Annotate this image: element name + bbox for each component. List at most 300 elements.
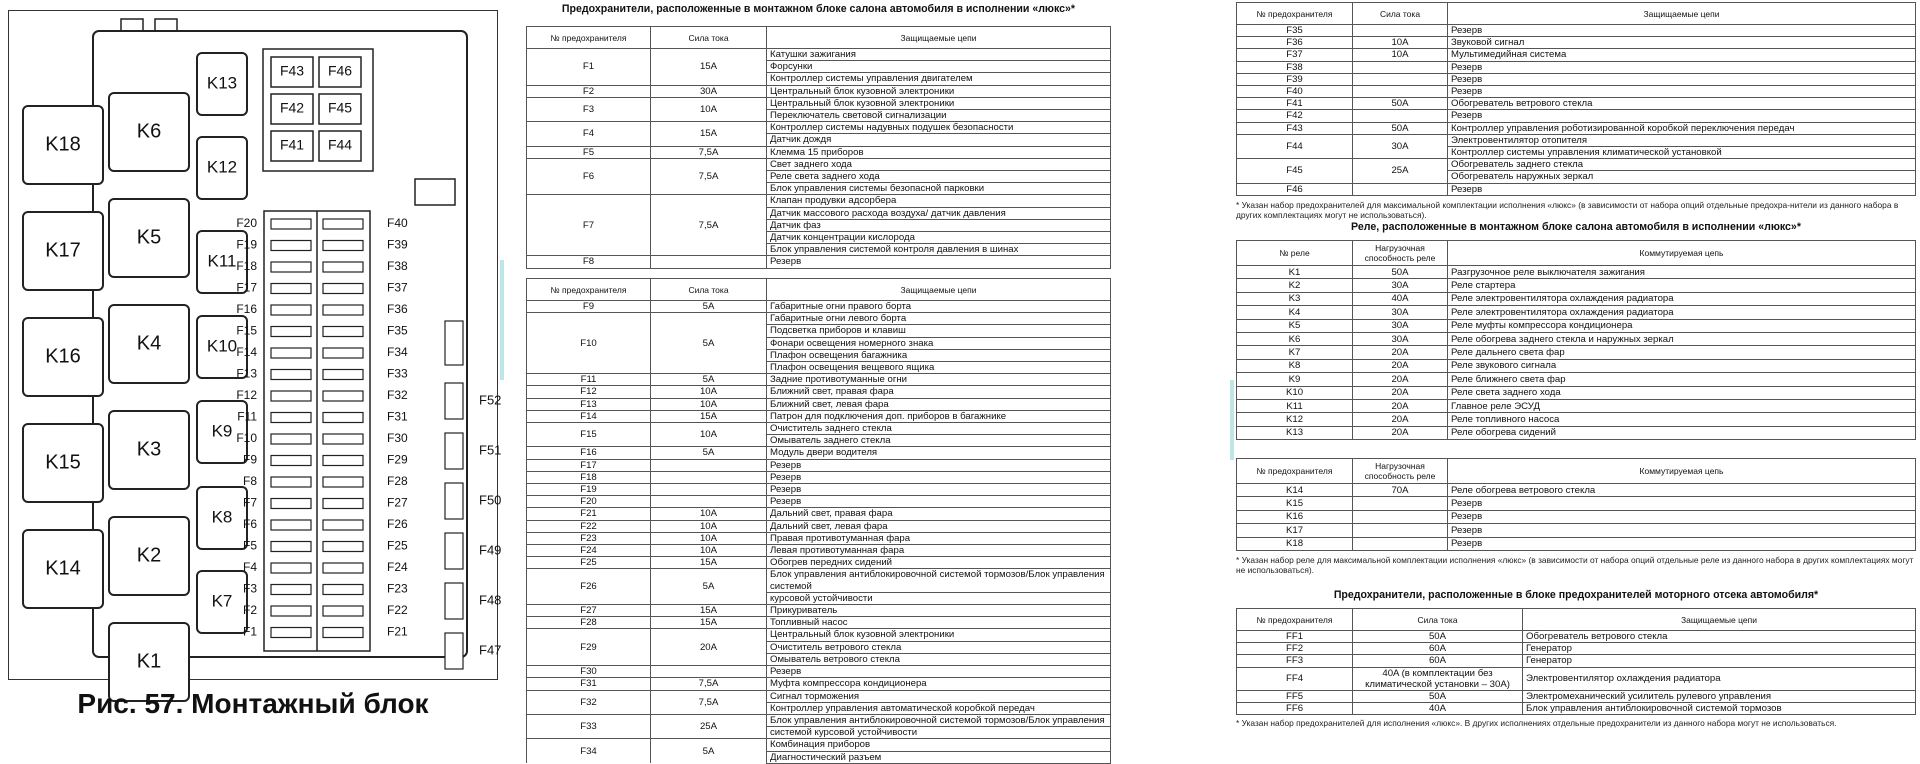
col-header: Сила тока: [651, 279, 767, 301]
cell-current: 10A: [651, 532, 767, 544]
table-row: [527, 557, 1111, 569]
cell-circuit: Реле звукового сигнала: [1448, 359, 1916, 372]
cell-number: F10: [527, 313, 651, 374]
cell-circuit: Сигнал торможения: [767, 690, 1111, 702]
cell-number: K7: [1237, 346, 1353, 359]
fuse-f1: [271, 628, 311, 638]
cell-number: F9: [527, 301, 651, 313]
footnote: * Указан набор реле для максимальной комплектации исполнения «люкс» (в зависимости от набора опций отдельные реле из данного набора в других комплектациях могут не использоваться).: [1236, 554, 1914, 576]
col-header: Коммутируемая цепь: [1448, 241, 1916, 266]
table-row: [527, 459, 1111, 471]
cell-current: 20A: [1353, 399, 1448, 412]
col-header: № предохранителя: [527, 279, 651, 301]
cell-circuit: Резерв: [767, 484, 1111, 496]
cell-circuit: Фонари освещения номерного знака: [767, 337, 1111, 349]
fuse-label: F49: [479, 542, 502, 558]
page-edge-mark: [1230, 380, 1234, 460]
cell-circuit: Комбинация приборов: [767, 739, 1111, 751]
cell-current: 7,5A: [651, 146, 767, 158]
fuse-f34: [323, 348, 363, 358]
cell-number: K1: [1237, 266, 1353, 279]
cell-circuit: Подсветка приборов и клавиш: [767, 325, 1111, 337]
col-header: Нагрузочная способность реле: [1353, 241, 1448, 266]
relay-label: K15: [45, 451, 81, 474]
cell-circuit: Разгрузочное реле выключателя зажигания: [1448, 266, 1916, 279]
fuse-f21: [323, 628, 363, 638]
table-row: [527, 471, 1111, 483]
cell-number: F41: [1237, 98, 1353, 110]
fuse-f22: [323, 606, 363, 616]
cell-number: F24: [527, 545, 651, 557]
cell-number: K5: [1237, 319, 1353, 332]
fuse-label: F11: [237, 409, 257, 424]
cell-number: F35: [1237, 25, 1353, 37]
cell-circuit: Дальний свет, правая фара: [767, 508, 1111, 520]
cell-circuit: Резерв: [1448, 73, 1916, 85]
cell-current: [651, 471, 767, 483]
cell-current: 40A: [1353, 703, 1523, 715]
fuse-f50: [445, 483, 463, 519]
cell-number: F34: [527, 739, 651, 763]
cell-current: 15A: [651, 617, 767, 629]
cell-circuit: Датчик массового расхода воздуха/ датчик давления: [767, 207, 1111, 219]
relay-label: K7: [211, 591, 233, 611]
cell-number: F18: [527, 471, 651, 483]
fuse-label: F19: [236, 237, 257, 252]
fuse-label: F44: [327, 136, 353, 153]
cell-circuit: Реле света заднего хода: [1448, 386, 1916, 399]
cell-circuit: Звуковой сигнал: [1448, 37, 1916, 49]
relay-salon-section-2: [1236, 458, 1916, 576]
table-row: [527, 605, 1111, 617]
cell-current: 7,5A: [651, 158, 767, 195]
cell-circuit: Резерв: [767, 459, 1111, 471]
cell-number: F16: [527, 447, 651, 459]
cell-current: [1353, 537, 1448, 550]
cell-current: 30A: [1353, 319, 1448, 332]
fuse-label: F30: [387, 431, 408, 446]
cell-current: 50A: [1353, 266, 1448, 279]
table-row: [1237, 319, 1916, 332]
cell-current: 15A: [651, 557, 767, 569]
fuse-label: F23: [387, 581, 408, 596]
cell-current: [651, 484, 767, 496]
cell-current: [1353, 61, 1448, 73]
table-row: [1237, 413, 1916, 426]
cell-number: F8: [527, 256, 651, 268]
cell-circuit: Дальний свет, левая фара: [767, 520, 1111, 532]
table-row: [1237, 373, 1916, 386]
table-row: [527, 666, 1111, 678]
cell-circuit: Форсунки: [767, 61, 1111, 73]
cell-current: 10A: [651, 545, 767, 557]
cell-circuit: Реле топливного насоса: [1448, 413, 1916, 426]
fuse-f14: [271, 348, 311, 358]
table-row: [1237, 159, 1916, 171]
cell-number: F37: [1237, 49, 1353, 61]
table-row: [1237, 86, 1916, 98]
mounting-ear: [121, 19, 143, 31]
table-row: [1237, 399, 1916, 412]
relay-label: K2: [136, 544, 162, 567]
fuse-f3: [271, 585, 311, 595]
cell-number: F22: [527, 520, 651, 532]
cell-number: F27: [527, 605, 651, 617]
fuse-f7: [271, 499, 311, 509]
table-row: [1237, 346, 1916, 359]
table-row: [1237, 643, 1916, 655]
table-row: [1237, 279, 1916, 292]
cell-number: F6: [527, 158, 651, 195]
cell-circuit: Реле света заднего хода: [767, 171, 1111, 183]
table-row: [1237, 667, 1916, 690]
fuse-f6: [271, 520, 311, 530]
cell-number: F20: [527, 496, 651, 508]
table-row: [1237, 497, 1916, 510]
col-header: Нагрузочная способность реле: [1353, 459, 1448, 484]
cell-circuit: Обогреватель заднего стекла: [1448, 159, 1916, 171]
cell-number: F38: [1237, 61, 1353, 73]
cell-number: F44: [1237, 134, 1353, 158]
relay-label: K13: [206, 73, 238, 93]
cell-number: FF2: [1237, 643, 1353, 655]
fuse-f49: [445, 533, 463, 569]
relay-label: K14: [45, 557, 81, 580]
table-row: [527, 520, 1111, 532]
cell-number: K12: [1237, 413, 1353, 426]
cell-number: K11: [1237, 399, 1353, 412]
cell-number: FF6: [1237, 703, 1353, 715]
fuse-label: F6: [242, 517, 257, 532]
table-row: [1237, 37, 1916, 49]
cell-current: [1353, 524, 1448, 537]
cell-circuit: Обогреватель ветрового стекла: [1523, 631, 1916, 643]
fuse-label: F39: [387, 237, 408, 252]
cell-circuit: Генератор: [1523, 643, 1916, 655]
cell-current: 20A: [1353, 413, 1448, 426]
cell-circuit: Мультимедийная система: [1448, 49, 1916, 61]
table-title: Предохранители, расположенные в блоке предохранителей моторного отсека автомобиля*: [1333, 589, 1819, 601]
table-row: [527, 545, 1111, 557]
cell-circuit: Реле ближнего света фар: [1448, 373, 1916, 386]
table-row: [1237, 183, 1916, 195]
cell-circuit: Контроллер системы управления климатической установкой: [1448, 147, 1916, 159]
cell-current: [651, 256, 767, 268]
cell-circuit: Правая противотуманная фара: [767, 532, 1111, 544]
table-row: [1237, 61, 1916, 73]
relay-label: K5: [136, 226, 162, 249]
table-row: [1237, 359, 1916, 372]
cell-current: 40A (в комплектации без климатической установки – 30A): [1353, 667, 1523, 690]
table-row: [1237, 306, 1916, 319]
cell-circuit: Резерв: [1448, 510, 1916, 523]
relay-label: K10: [206, 336, 238, 356]
fuse-label: F38: [387, 259, 408, 274]
fuse-salon-table-section-1: [526, 2, 1111, 269]
col-header: № реле: [1237, 241, 1353, 266]
cell-number: K16: [1237, 510, 1353, 523]
cell-number: F13: [527, 398, 651, 410]
table-row: [527, 49, 1111, 61]
engine-fuse-table: [1236, 608, 1916, 715]
fuse-f12: [271, 391, 311, 401]
fuse-f24: [323, 563, 363, 573]
cell-circuit: Резерв: [767, 666, 1111, 678]
cell-current: 10A: [1353, 49, 1448, 61]
cell-number: F28: [527, 617, 651, 629]
cell-current: 5A: [651, 569, 767, 605]
table-row: [1237, 426, 1916, 439]
cell-circuit: Клемма 15 приборов: [767, 146, 1111, 158]
cell-circuit: Резерв: [1448, 497, 1916, 510]
cell-current: 7,5A: [651, 678, 767, 690]
cell-circuit: Резерв: [1448, 25, 1916, 37]
fuse-label: F43: [279, 62, 305, 79]
cell-number: F43: [1237, 122, 1353, 134]
cell-circuit: Блок управления системы безопасной парковки: [767, 183, 1111, 195]
fuse-label: F32: [387, 388, 408, 403]
fuse-label: F31: [387, 409, 408, 424]
cell-circuit: Блок управления антиблокировочной системой тормозов: [1523, 703, 1916, 715]
fuse-label: F28: [387, 474, 408, 489]
cell-current: 5A: [651, 374, 767, 386]
cell-circuit: Свет заднего хода: [767, 158, 1111, 170]
table-row: [527, 508, 1111, 520]
cell-current: 10A: [651, 508, 767, 520]
fuse-f19: [271, 241, 311, 251]
fuse-label: F37: [387, 280, 408, 295]
fuse-table-f1-f8: [526, 26, 1111, 269]
cell-current: 40A: [1353, 292, 1448, 305]
cell-circuit: Блок управления системой контроля давления в шинах: [767, 244, 1111, 256]
table-row: [527, 714, 1111, 726]
relay-label: K18: [45, 133, 81, 156]
fuse-label: F4: [242, 560, 257, 575]
footnote: * Указан набор предохранителей для максимальной комплектации исполнения «люкс» (в зависимости от набора опций отдельные предохра-нители из данного набора в других комплектациях могут не использоваться).: [1236, 199, 1899, 221]
cell-circuit: Блок управления антиблокировочной системой тормозов/Блок управления: [767, 714, 1111, 726]
table-row: [1237, 49, 1916, 61]
table-row: [527, 690, 1111, 702]
table-row: [527, 313, 1111, 325]
table-row: [527, 97, 1111, 109]
cell-current: 15A: [651, 410, 767, 422]
cell-current: [651, 459, 767, 471]
table-title: Реле, расположенные в монтажном блоке салона автомобиля в исполнении «люкс»*: [1351, 221, 1801, 233]
fuse-table-f9-f34: [526, 278, 1111, 764]
cell-current: 10A: [651, 398, 767, 410]
col-header: № предохранителя: [1237, 3, 1353, 25]
fuse-f25: [323, 542, 363, 552]
table-row: [1237, 386, 1916, 399]
table-row: [527, 146, 1111, 158]
fuse-label: F9: [242, 452, 257, 467]
fuse-label: F3: [242, 581, 257, 596]
cell-current: 25A: [1353, 159, 1448, 183]
cell-current: 5A: [651, 313, 767, 374]
cell-circuit: Резерв: [1448, 86, 1916, 98]
cell-number: F4: [527, 122, 651, 146]
fuse-f4: [271, 563, 311, 573]
relay-label: K3: [136, 438, 162, 461]
table-row: [1237, 510, 1916, 523]
figure-caption: Рис. 57. Монтажный блок: [77, 688, 429, 719]
fuse-label: F26: [387, 517, 408, 532]
fuse-f35: [323, 327, 363, 337]
cell-number: K13: [1237, 426, 1353, 439]
relay-label: K11: [207, 251, 237, 271]
cell-current: [1353, 497, 1448, 510]
cell-current: [1353, 183, 1448, 195]
fuse-label: F45: [327, 99, 353, 116]
relay-socket: [445, 321, 463, 365]
fuse-label: F24: [387, 560, 408, 575]
cell-current: [1353, 25, 1448, 37]
table-row: [1237, 25, 1916, 37]
relay-table-k14-k18: [1236, 458, 1916, 551]
col-header: Сила тока: [1353, 3, 1448, 25]
table-row: [527, 122, 1111, 134]
fuse-label: F41: [279, 136, 305, 153]
cell-number: K3: [1237, 292, 1353, 305]
cell-circuit: Центральный блок кузовной электроники: [767, 97, 1111, 109]
fuse-f10: [271, 434, 311, 444]
fuse-f31: [323, 413, 363, 423]
cell-current: [651, 496, 767, 508]
cell-number: F26: [527, 569, 651, 605]
relay-label: K9: [211, 421, 233, 441]
cell-circuit: Центральный блок кузовной электроники: [767, 85, 1111, 97]
cell-number: F3: [527, 97, 651, 121]
table-row: [1237, 110, 1916, 122]
fuse-f15: [271, 327, 311, 337]
cell-number: F19: [527, 484, 651, 496]
cell-circuit: Ближний свет, левая фара: [767, 398, 1111, 410]
table-row: [527, 410, 1111, 422]
relay-label: K6: [136, 120, 162, 143]
cell-current: 50A: [1353, 631, 1523, 643]
cell-circuit: Реле стартера: [1448, 279, 1916, 292]
cell-number: F25: [527, 557, 651, 569]
cell-number: FF1: [1237, 631, 1353, 643]
table-row: [527, 195, 1111, 207]
fuse-label: F2: [242, 603, 257, 618]
cell-current: 5A: [651, 739, 767, 763]
cell-number: K18: [1237, 537, 1353, 550]
cell-current: 20A: [1353, 386, 1448, 399]
col-header: Коммутируемая цепь: [1448, 459, 1916, 484]
col-header: Сила тока: [1353, 609, 1523, 631]
fuse-f33: [323, 370, 363, 380]
cell-number: F1: [527, 49, 651, 86]
cell-current: 60A: [1353, 643, 1523, 655]
cell-circuit: Центральный блок кузовной электроники: [767, 629, 1111, 641]
table-row: [527, 398, 1111, 410]
cell-current: 10A: [651, 97, 767, 121]
cell-number: F45: [1237, 159, 1353, 183]
cell-current: 20A: [1353, 346, 1448, 359]
cell-number: FF4: [1237, 667, 1353, 690]
cell-circuit: Реле обогрева заднего стекла и наружных зеркал: [1448, 332, 1916, 345]
cell-current: 7,5A: [651, 690, 767, 714]
cell-number: F23: [527, 532, 651, 544]
cell-number: K17: [1237, 524, 1353, 537]
fuse-label: F36: [387, 302, 408, 317]
table-row: [527, 496, 1111, 508]
fuse-label: F25: [387, 538, 408, 553]
fuse-f32: [323, 391, 363, 401]
cell-circuit: Патрон для подключения доп. приборов в багажнике: [767, 410, 1111, 422]
cell-number: F39: [1237, 73, 1353, 85]
cell-current: 20A: [651, 629, 767, 666]
mounting-ear: [155, 19, 177, 31]
fuse-label: F47: [479, 642, 502, 658]
cell-number: K9: [1237, 373, 1353, 386]
cell-circuit: Блок управления антиблокировочной системой тормозов/Блок управления системой: [767, 569, 1111, 592]
table-row: [1237, 655, 1916, 667]
fuse-f47: [445, 633, 463, 669]
fuse-f13: [271, 370, 311, 380]
cell-circuit: Омыватель заднего стекла: [767, 435, 1111, 447]
cell-circuit: Резерв: [767, 496, 1111, 508]
table-row: [1237, 98, 1916, 110]
fuse-f27: [323, 499, 363, 509]
cell-circuit: Резерв: [767, 471, 1111, 483]
relay-salon-section: [1236, 220, 1916, 440]
cell-circuit: Переключатель световой сигнализации: [767, 110, 1111, 122]
cell-circuit: Реле электровентилятора охлаждения радиатора: [1448, 292, 1916, 305]
cell-current: 15A: [651, 605, 767, 617]
table-row: [527, 629, 1111, 641]
cell-circuit: Обогрев передних сидений: [767, 557, 1111, 569]
cell-current: [1353, 86, 1448, 98]
fuse-label: F1: [242, 624, 257, 639]
cell-circuit: Левая противотуманная фара: [767, 545, 1111, 557]
fuse-label: F29: [387, 452, 408, 467]
cell-current: 15A: [651, 122, 767, 146]
cell-number: F12: [527, 386, 651, 398]
cell-circuit: Датчик фаз: [767, 219, 1111, 231]
fuse-label: F34: [387, 345, 408, 360]
cell-current: 25A: [651, 714, 767, 738]
fuse-label: F35: [387, 323, 408, 338]
fuse-label: F20: [236, 216, 257, 231]
cell-number: K2: [1237, 279, 1353, 292]
table-title: Предохранители, расположенные в монтажном блоке салона автомобиля в исполнении «люкс»*: [561, 3, 1076, 15]
cell-number: FF3: [1237, 655, 1353, 667]
fuse-label: F12: [236, 388, 257, 403]
cell-circuit: Модуль двери водителя: [767, 447, 1111, 459]
fuse-f5: [271, 542, 311, 552]
cell-circuit: Резерв: [1448, 110, 1916, 122]
col-header: Сила тока: [651, 27, 767, 49]
cell-number: K10: [1237, 386, 1353, 399]
fuse-label: F18: [236, 259, 257, 274]
cell-number: K4: [1237, 306, 1353, 319]
cell-circuit: Электровентилятор охлаждения радиатора: [1523, 667, 1916, 690]
cell-circuit: Диагностический разъем: [767, 751, 1111, 763]
fuse-label: F51: [479, 442, 502, 458]
table-row: [527, 569, 1111, 592]
cell-circuit: Катушки зажигания: [767, 49, 1111, 61]
cell-current: 5A: [651, 447, 767, 459]
table-row: [527, 423, 1111, 435]
cell-number: K8: [1237, 359, 1353, 372]
cell-circuit: системой курсовой устойчивости: [767, 727, 1111, 739]
cell-current: 70A: [1353, 484, 1448, 497]
cell-circuit: Плафон освещения вещевого ящика: [767, 362, 1111, 374]
cell-circuit: Электровентилятор отопителя: [1448, 134, 1916, 146]
table-row: [527, 617, 1111, 629]
